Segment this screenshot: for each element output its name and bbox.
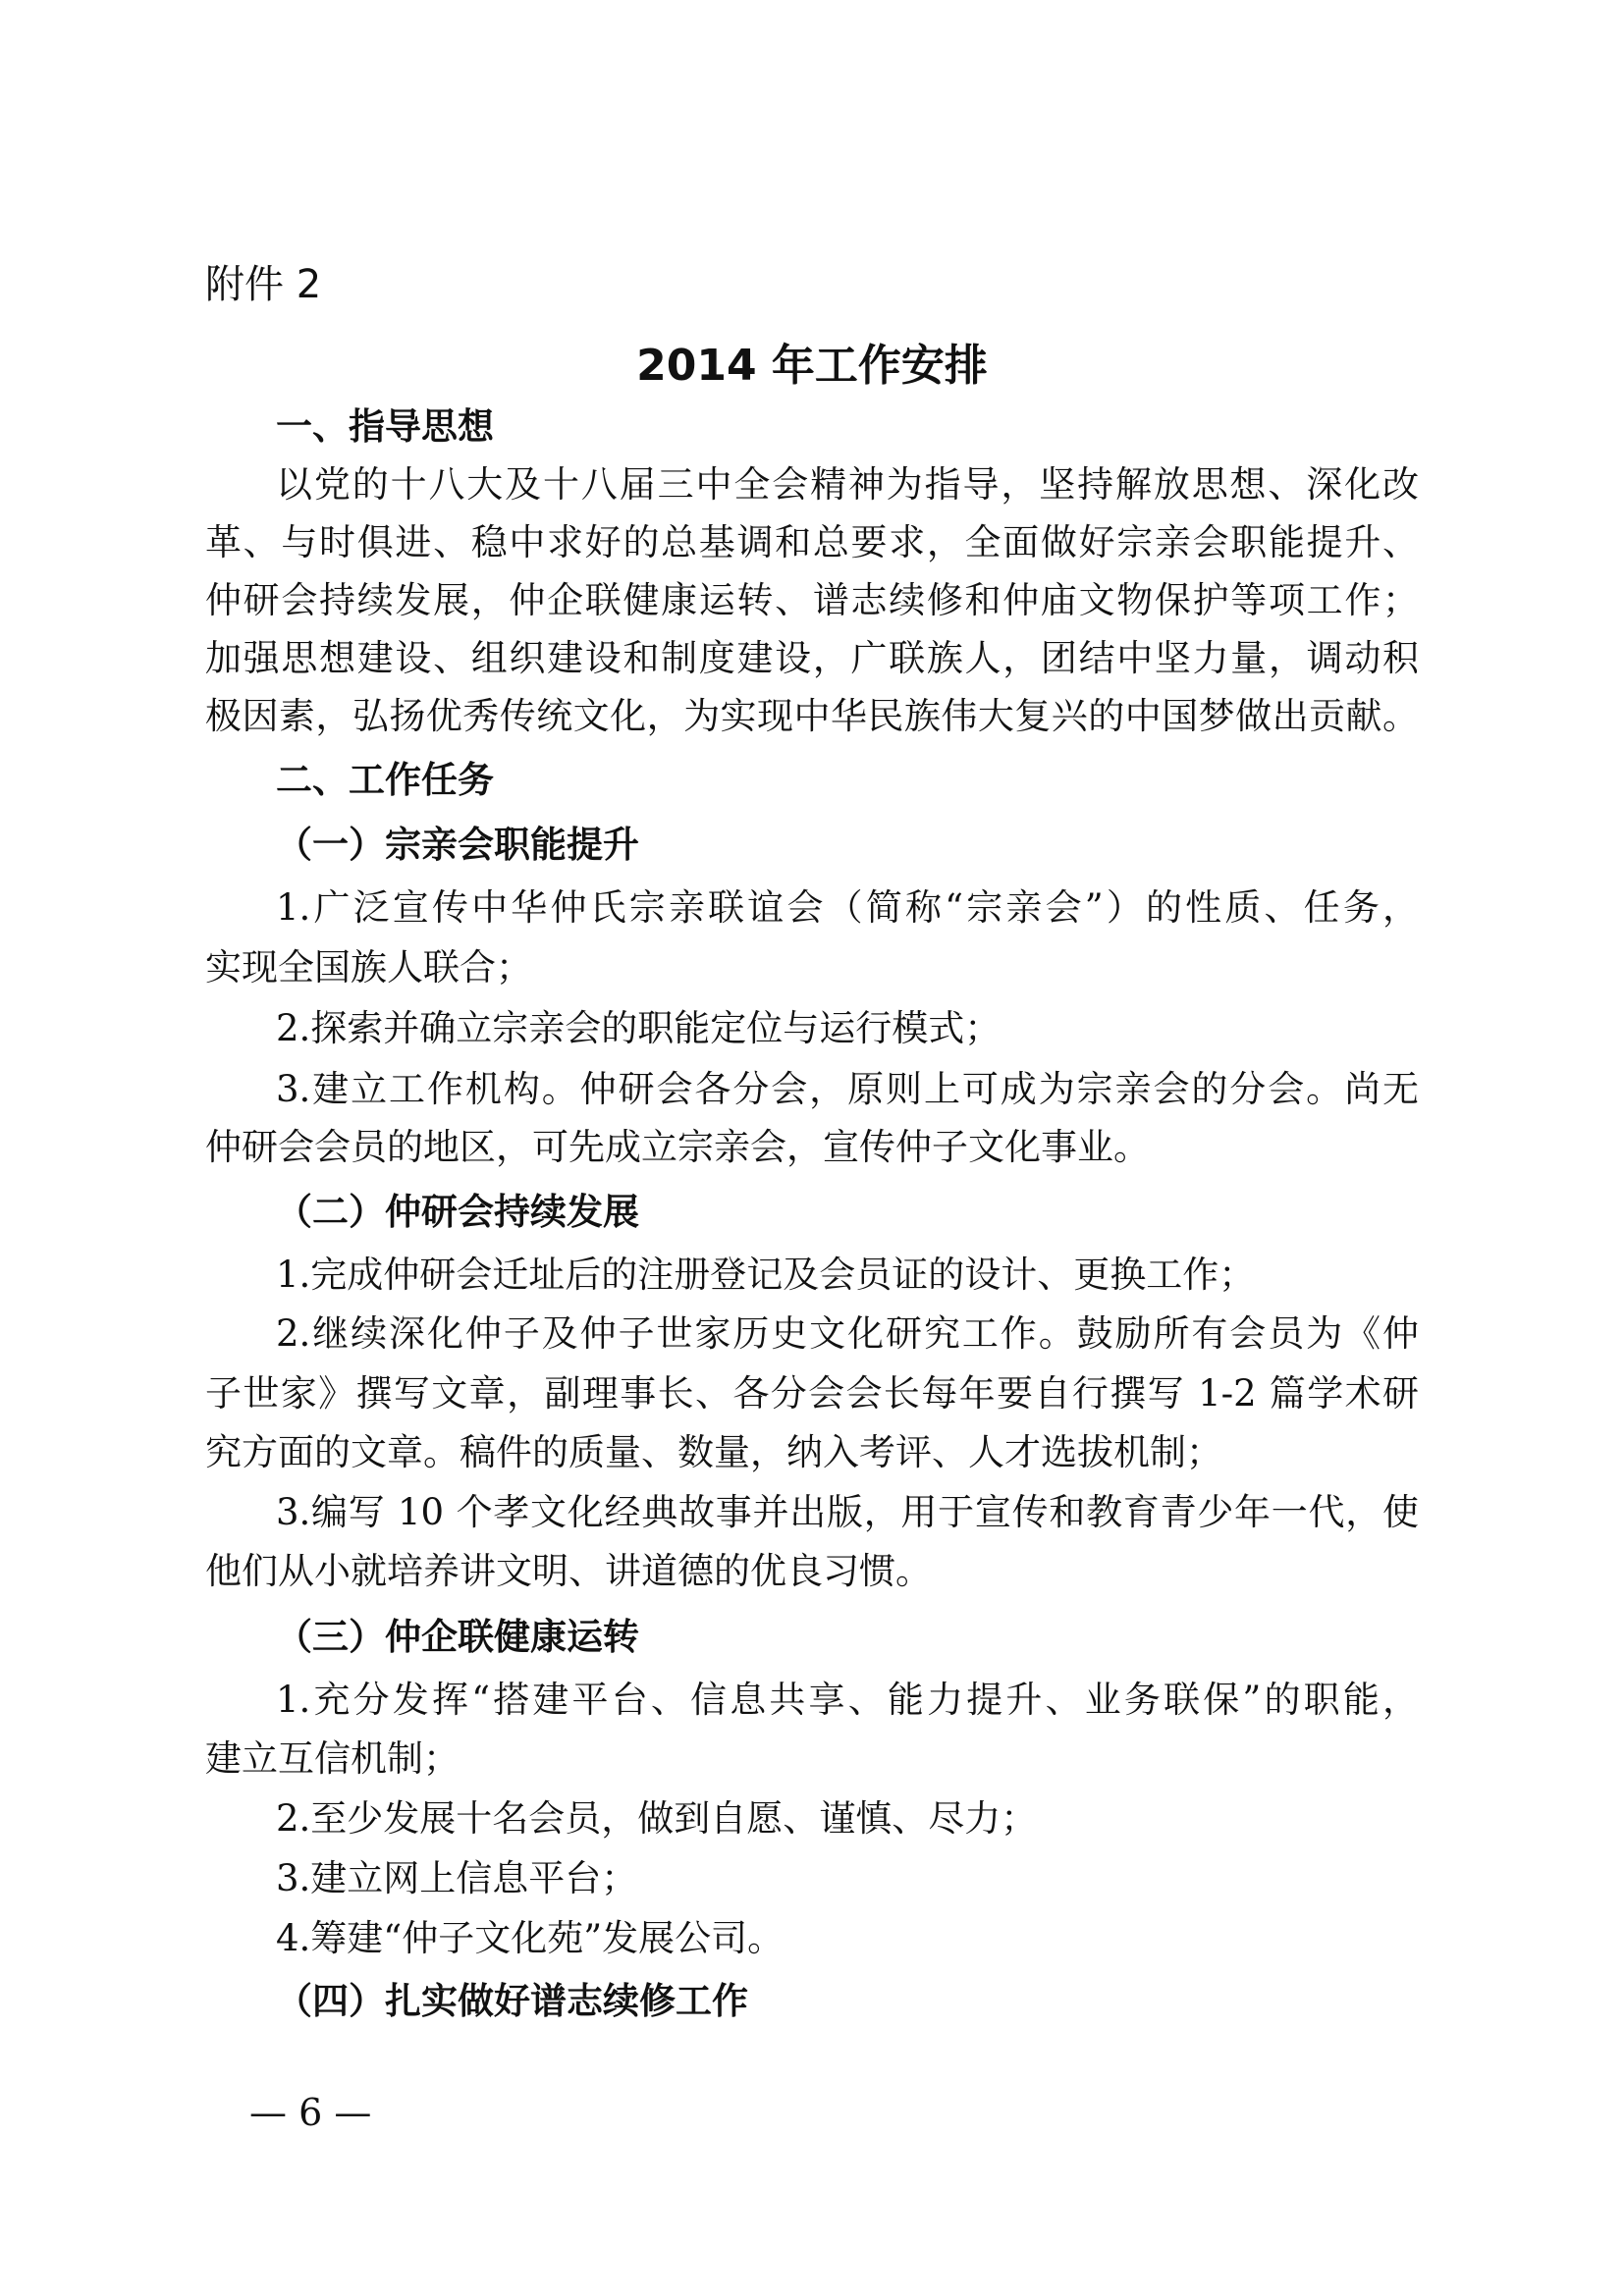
list-item: 1.完成仲研会迁址后的注册登记及会员证的设计、更换工作； — [276, 1254, 1256, 1296]
list-item-continuation: 仲研会会员的地区，可先成立宗亲会，宣传仲子文化事业。 — [205, 1126, 1150, 1168]
subsection-heading-2: （二）仲研会持续发展 — [276, 1191, 639, 1233]
list-item: 1.广泛宣传中华仲氏宗亲联谊会（简称“宗亲会”）的性质、任务， — [276, 886, 1419, 929]
list-item-continuation: 建立互信机制； — [205, 1737, 460, 1780]
list-item: 2.至少发展十名会员，做到自愿、谨慎、尽力； — [276, 1797, 1038, 1840]
section-heading-guiding-ideology: 一、指导思想 — [276, 405, 494, 448]
paragraph-line: 加强思想建设、组织建设和制度建设，广联族人，团结中坚力量，调动积 — [205, 637, 1419, 679]
list-item: 3.建立网上信息平台； — [276, 1857, 638, 1899]
list-item: 2.继续深化仲子及仲子世家历史文化研究工作。鼓励所有会员为《仲 — [276, 1312, 1419, 1355]
document-title: 2014 年工作安排 — [636, 341, 988, 391]
paragraph-line: 革、与时俱进、稳中求好的总基调和总要求，全面做好宗亲会职能提升、 — [205, 521, 1419, 563]
list-item-continuation: 究方面的文章。稿件的质量、数量，纳入考评、人才选拔机制； — [205, 1431, 1222, 1473]
list-item-continuation: 实现全国族人联合； — [205, 946, 532, 988]
list-item: 2.探索并确立宗亲会的职能定位与运行模式； — [276, 1007, 1001, 1049]
paragraph-line: 仲研会持续发展，仲企联健康运转、谱志续修和仲庙文物保护等项工作； — [205, 579, 1419, 621]
list-item: 1.充分发挥“搭建平台、信息共享、能力提升、业务联保”的职能， — [276, 1679, 1419, 1721]
list-item-continuation: 子世家》撰写文章，副理事长、各分会会长每年要自行撰写 1-2 篇学术研 — [205, 1372, 1419, 1415]
page-number: — 6 — — [249, 2091, 372, 2134]
list-item: 3.建立工作机构。仲研会各分会，原则上可成为宗亲会的分会。尚无 — [276, 1068, 1419, 1110]
subsection-heading-1: （一）宗亲会职能提升 — [276, 824, 639, 866]
list-item-continuation: 他们从小就培养讲文明、讲道德的优良习惯。 — [205, 1550, 932, 1592]
subsection-heading-4: （四）扎实做好谱志续修工作 — [276, 1980, 748, 2022]
list-item: 3.编写 10 个孝文化经典故事并出版，用于宣传和教育青少年一代，使 — [276, 1491, 1419, 1533]
attachment-label: 附件 2 — [205, 262, 322, 307]
section-heading-tasks: 二、工作任务 — [276, 759, 494, 801]
paragraph-line: 极因素，弘扬优秀传统文化，为实现中华民族伟大复兴的中国梦做出贡献。 — [205, 695, 1419, 737]
subsection-heading-3: （三）仲企联健康运转 — [276, 1616, 639, 1658]
list-item: 4.筹建“仲子文化苑”发展公司。 — [276, 1917, 785, 1959]
paragraph-line: 以党的十八大及十八届三中全会精神为指导，坚持解放思想、深化改 — [276, 463, 1419, 506]
